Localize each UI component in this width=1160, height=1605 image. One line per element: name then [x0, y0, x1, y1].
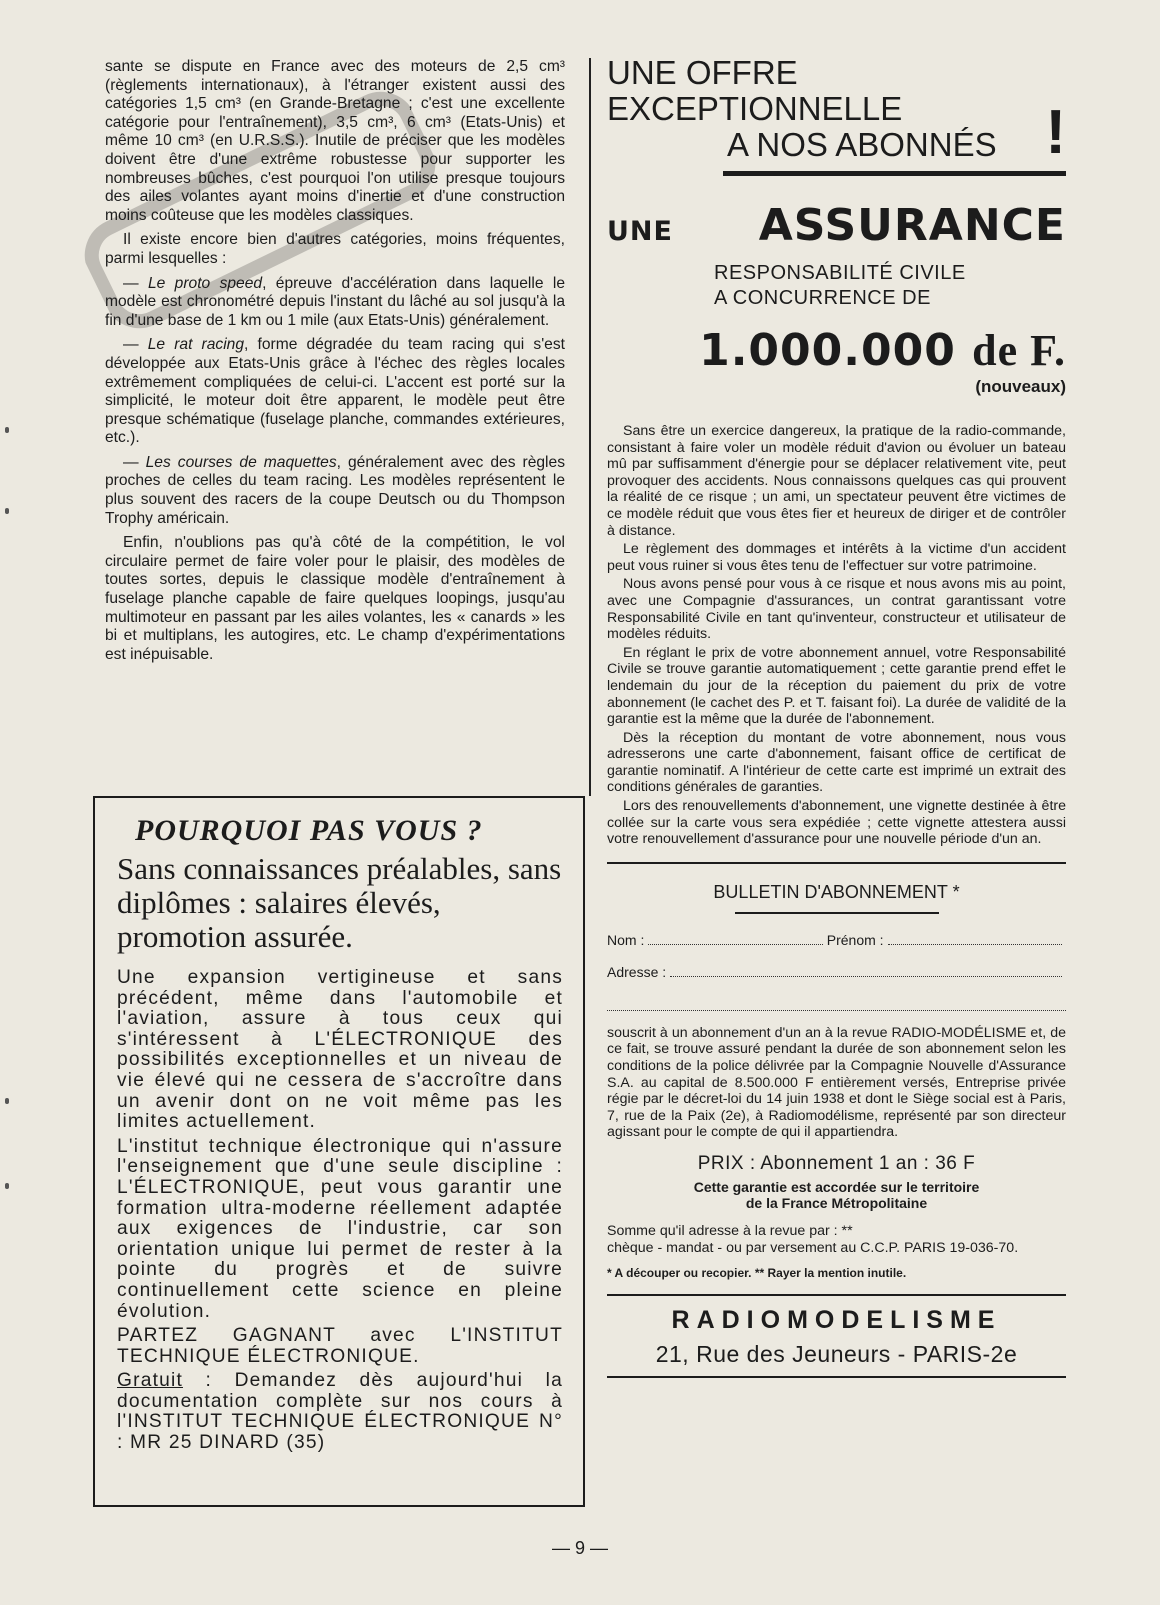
offer-line: EXCEPTIONNELLE [607, 90, 903, 127]
offer-paragraph: En réglant le prix de votre abonnement annuel, votre Responsabilité Civile se trouve garantie automatiquement ; cette garantie prend effet le lendemain du jour de la réception du paiement du prix de votre abonnement (le cachet des P. et T. faisant foi). La durée de validité de la garantie est la même que la durée de l'abonnement. [607, 644, 1066, 728]
assurance-heading [607, 200, 1066, 251]
article-paragraph: — Le rat racing, forme dégradée du team racing qui s'est développée aux Etats-Unis grâce à l'échec des règles locales extrêmement compliquées de celui-ci. L'accent est porté sur la simplicité, le moteur doit être apparent, le modèle peut être presque schématique (fuselage planche, commandes extérieures, etc.). [105, 336, 565, 447]
scan-mark [5, 508, 9, 514]
bulletin-underline [735, 912, 939, 914]
offer-header [607, 54, 1066, 167]
offer-line: A NOS ABONNÉS [727, 126, 997, 163]
article-column [105, 58, 565, 670]
offer-paragraph: Lors des renouvellements d'abonnement, une vignette destinée à être collée sur la carte vous sera expédiée ; cette vignette attestera aussi votre renouvellement d'assurance pour une nouvelle période d'un an. [607, 798, 1066, 848]
nom-prenom-row [607, 932, 1066, 948]
ad-title: POURQUOI PAS VOUS ? [135, 814, 483, 847]
publisher-address: 21, Rue des Jeuneurs - PARIS-2e [655, 1341, 1018, 1368]
form-divider [607, 862, 1066, 864]
article-paragraph: — Le proto speed, épreuve d'accélération dans laquelle le modèle est chronométré depuis l'instant du lâché au sol jusqu'à la fin d'une base de 1 km ou 1 mile (aux Etats-Unis) généralement. [105, 274, 566, 329]
une-label: UNE [607, 216, 673, 247]
publisher-divider [607, 1294, 1066, 1296]
offer-text [607, 423, 1066, 848]
adresse-label: Adresse : [607, 963, 667, 980]
adresse-field[interactable] [670, 966, 1062, 977]
ad-paragraph [117, 1371, 563, 1453]
publisher-name: RADIOMODELISME [671, 1306, 1002, 1335]
resp-line-2: A CONCURRENCE DE [714, 287, 931, 309]
exclamation-mark: ! [1045, 98, 1066, 167]
subscription-offer [607, 55, 1066, 1378]
territory-line-1: Cette garantie est accordée sur le territoire [693, 1179, 980, 1195]
form-body: souscrit à un abonnement d'un an à la revue RADIO-MODÉLISME et, de ce fait, se trouve assuré pendant la durée de son abonnement selon les conditions de la police délivrée par la Compagnie Nouvelle d'Assurance S.A. au capital de 8.500.000 F entièrement versés, Entreprise privée régie par le décret-loi du 14 juin 1938 et dont le Siège social est à Paris, 7, rue de la Paix (2e), à Radiomodélisme, représenté par son directeur agissant pour le compte de qui il appartiendra. [607, 1024, 1066, 1141]
bulletin-title: BULLETIN D'ABONNEMENT * [713, 881, 960, 902]
territory-line-2: de la France Métropolitaine [745, 1195, 928, 1211]
nouveaux-label: (nouveaux) [975, 377, 1066, 396]
scan-mark [5, 1098, 9, 1104]
article-paragraph: — Les courses de maquettes, généralement avec des règles proches de celles du team racing. Les modèles représentent le plus souvent des racers de la coupe Deutsch ou du Thompson Trophy américain. [105, 453, 565, 527]
gratuit-label: Gratuit [117, 1370, 183, 1392]
nom-label: Nom : [607, 931, 645, 948]
price-line: PRIX : Abonnement 1 an : 36 F [697, 1153, 976, 1174]
article-paragraph: sante se dispute en France avec des moteurs de 2,5 cm³ (règlements internationaux), à l'étranger existent aussi des catégories 1,5 cm³ (en Grande-Bretagne ; c'est une excellente catégorie pour l'entraînement), 3,5 cm³, 6 cm³ (Etats-Unis) et même 10 cm³ (en U.R.S.S.). Inutile de préciser que les modèles doivent être d'une extrême robustesse pour supporter les nombreuses bûches, c'est pourquoi l'on utilise presque toujours des ailes volantes ayant moins d'inertie et d'une construction moins coûteuse que les modèles classiques. [105, 58, 565, 224]
responsabilite-line [714, 261, 1066, 311]
article-paragraph: Il existe encore bien d'autres catégories, moins fréquentes, parmi lesquelles : [105, 231, 565, 267]
resp-line-1: RESPONSABILITÉ CIVILE [714, 262, 966, 284]
prenom-field[interactable] [888, 934, 1062, 945]
payment-line-1: Somme qu'il adresse à la revue par : ** [607, 1223, 853, 1239]
nom-field[interactable] [648, 934, 822, 945]
publisher-rule [607, 1376, 1066, 1378]
amount-value: 1.000.000 [699, 325, 956, 376]
ad-paragraph: Une expansion vertigineuse et sans précédent, même dans l'automobile et l'aviation, assure à tous ceux qui s'intéressent à L'ÉLECTRONIQUE des possibilités exceptionnelles et un niveau de vie élevé qui ne cessera de s'accroître dans un avenir dont on ne voit même pas les limites actuellement. [117, 967, 563, 1133]
ad-paragraph: L'institut technique électronique qui n'assure l'enseignement que d'une seule discipline : L'ÉLECTRONIQUE, peut vous garantir une formation ultra-moderne réellement adaptée aux exigences de l'industrie, car son orientation unique lui permet de rester à la pointe du progrès et de suivre continuellement cette science en pleine évolution. [117, 1135, 563, 1322]
payment-note [607, 1223, 1066, 1256]
offer-paragraph: Nous avons pensé pour vous à ce risque et nous avons mis au point, avec une Compagnie d'assurances, un contrat garantissant votre Responsabilité Civile en tant qu'inventeur, constructeur et utilisateur de modèles réduits. [607, 576, 1066, 643]
header-rule [723, 171, 1066, 176]
offer-paragraph: Le règlement des dommages et intérêts à la victime d'un accident peut vous ruiner si vous êtes tenu de l'effectuer sur votre patrimoine. [607, 541, 1066, 574]
assurance-label: ASSURANCE [758, 200, 1066, 251]
coverage-amount [607, 327, 1066, 375]
amount-unit: de F. [972, 326, 1066, 375]
article-paragraph: Enfin, n'oublions pas qu'à côté de la compétition, le vol circulaire permet de faire voler pour le plaisir, des modèles de toutes sortes, depuis le classique modèle d'entraînement à fuselage planche capable de faire quelques loopings, jusqu'au multimoteur en passant par les ailes volantes, les « canards » les bi et multiplans, les autogires, etc. Le champ d'expérimentations est inépuisable. [105, 534, 565, 663]
scan-mark [5, 427, 9, 433]
ad-call-to-action: : Demandez dès aujourd'hui la documentation complète sur nos cours à l'INSTITUT TECHNIQUE ÉLECTRONIQUE N° : MR 25 DINARD (35) [117, 1370, 563, 1454]
scan-mark [5, 1183, 9, 1189]
payment-line-2: chèque - mandat - ou par versement au C.C.P. PARIS 19-036-70. [607, 1239, 1019, 1256]
offer-paragraph: Sans être un exercice dangereux, la pratique de la radio-commande, consistant à faire voler un modèle réduit d'avion ou évoluer un bateau mû par suffisamment d'énergie pour se déplacer relativement vite, peut provoquer des accidents. Nous connaissons quelques cas qui prouvent la réalité de ce risque ; un ami, un spectateur peuvent être victimes de ce modèle réduit que vous êtes fier et heureux de diriger et de contrôler à distance. [607, 423, 1066, 539]
footnote: * A découper ou recopier. ** Rayer la mention inutile. [607, 1266, 907, 1281]
prenom-label: Prénom : [826, 931, 884, 948]
offer-line: UNE OFFRE [607, 54, 798, 91]
offer-paragraph: Dès la réception du montant de votre abonnement, nous vous adresserons une carte d'abonnement, faisant office de certificat de garantie nominatif. A l'intérieur de cette carte est imprimé un extrait des conditions générales de garanties. [607, 729, 1066, 796]
ad-subtitle: Sans connaissances préalables, sans diplômes : salaires élevés, promotion assurée. [117, 851, 562, 954]
territory-note [607, 1179, 1066, 1211]
page-number: — 9 — [551, 1538, 608, 1558]
advertisement-box [93, 796, 585, 1507]
ad-paragraph: PARTEZ GAGNANT avec L'INSTITUT TECHNIQUE ÉLECTRONIQUE. [117, 1325, 563, 1367]
column-divider [589, 58, 591, 796]
adresse-field-line-2[interactable] [607, 980, 1066, 1011]
adresse-row [607, 964, 1066, 980]
